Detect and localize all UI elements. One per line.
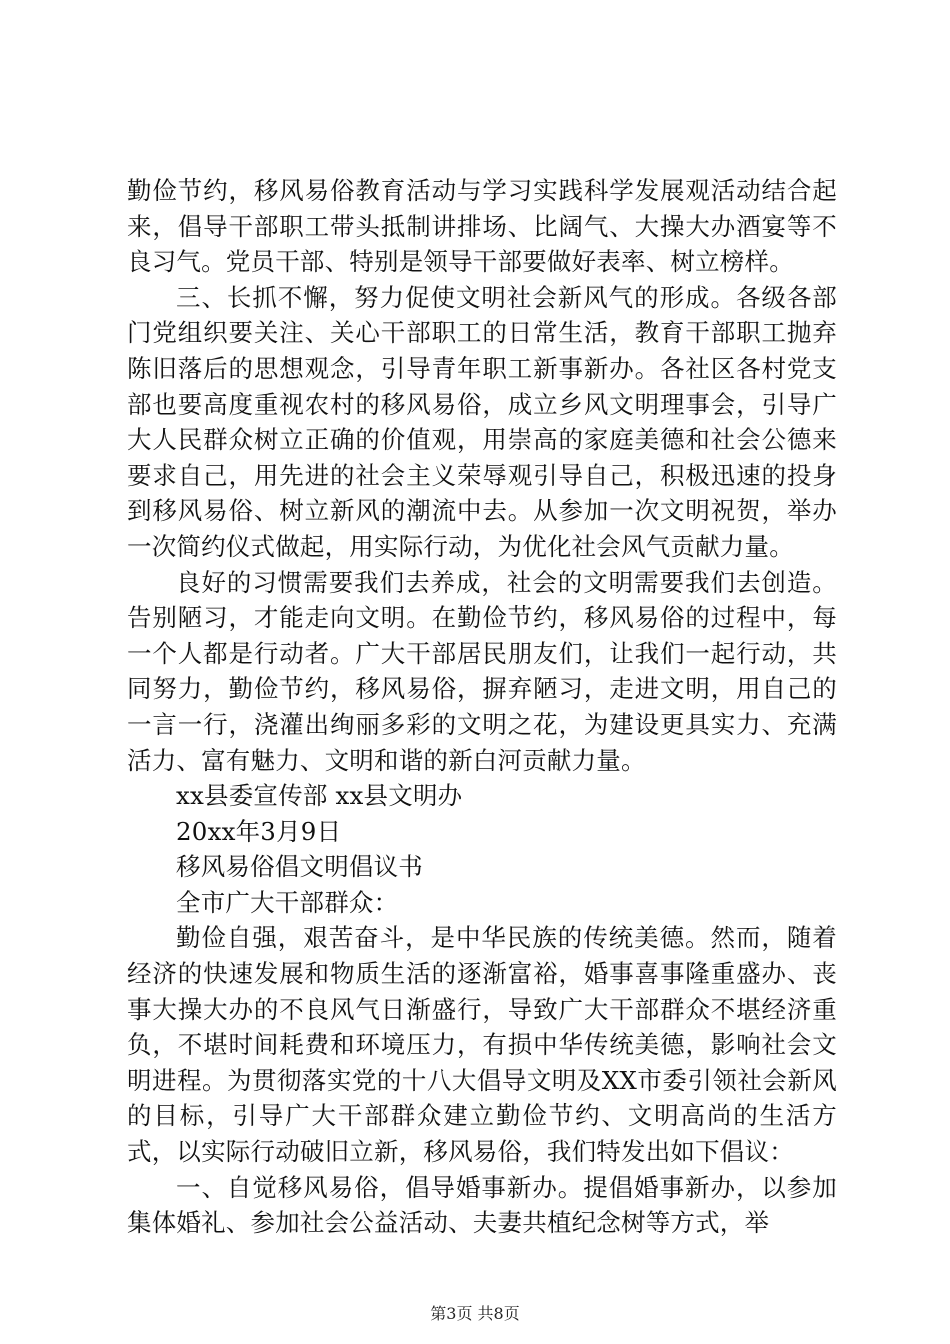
document-body — [127, 173, 837, 1241]
signature-date: 20xx年3月9日 — [176, 816, 342, 846]
page-number-footer: 第3页 共8页 — [430, 1304, 520, 1323]
paragraph-introduction: 勤俭自强，艰苦奋斗，是中华民族的传统美德。然而，随着经济的快速发展和物质生活的逐渐富裕，婚事喜事隆重盛办、丧事大操大办的不良风气日渐盛行，导致广大干部群众不堪经济重负，不堪时间耗费和环境压力，有损中华传统美德，影响社会文明进程。为贯彻落实党的十八大倡导文明及XX市委引领社会新风的目标，引导广大干部群众建立勤俭节约、文明高尚的生活方式，以实际行动破旧立新，移风易俗，我们特发出如下倡议： — [127, 923, 837, 1167]
proposal-title: 移风易俗倡文明倡议书 — [176, 852, 423, 882]
signature-departments: xx县委宣传部 xx县文明办 — [176, 781, 463, 811]
paragraph-section-three: 三、长抓不懈，努力促使文明社会新风气的形成。各级各部门党组织要关注、关心干部职工的日常生活，教育干部职工抛弃陈旧落后的思想观念，引导青年职工新事新办。各社区各村党支部也要高度重视农村的移风易俗，成立乡风文明理事会，引导广大人民群众树立正确的价值观，用崇高的家庭美德和社会公德来要求自己，用先进的社会主义荣辱观引导自己，积极迅速的投身到移风易俗、树立新风的潮流中去。从参加一次文明祝贺，举办一次简约仪式做起，用实际行动，为优化社会风气贡献力量。 — [127, 282, 837, 561]
salutation: 全市广大干部群众： — [176, 887, 399, 917]
paragraph-continuation: 勤俭节约，移风易俗教育活动与学习实践科学发展观活动结合起来，倡导干部职工带头抵制讲排场、比阔气、大操大办酒宴等不良习气。党员干部、特别是领导干部要做好表率、树立榜样。 — [127, 176, 837, 277]
paragraph-closing-appeal: 良好的习惯需要我们去养成，社会的文明需要我们去创造。告别陋习，才能走向文明。在勤俭节约，移风易俗的过程中，每一个人都是行动者。广大干部居民朋友们，让我们一起行动，共同努力，勤俭节约，移风易俗，摒弃陋习，走进文明，用自己的一言一行，浇灌出绚丽多彩的文明之花，为建设更具实力、充满活力、富有魅力、文明和谐的新白河贡献力量。 — [127, 567, 837, 775]
paragraph-item-one: 一、自觉移风易俗，倡导婚事新办。提倡婚事新办，以参加集体婚礼、参加社会公益活动、夫妻共植纪念树等方式，举 — [127, 1172, 837, 1238]
